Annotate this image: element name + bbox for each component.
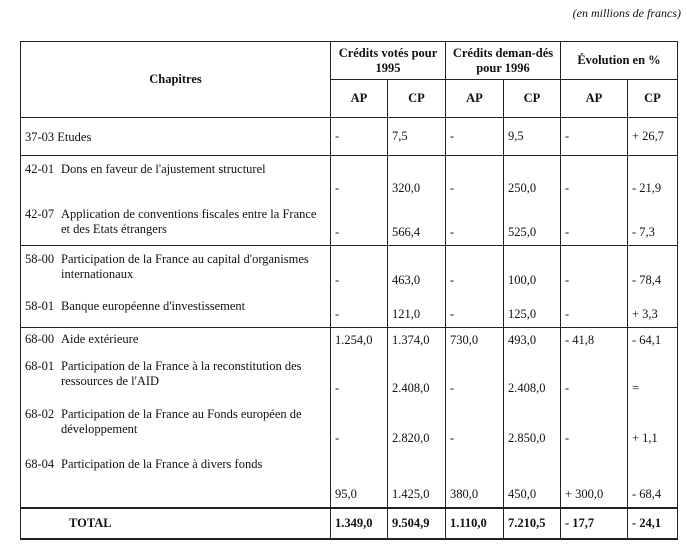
chapter-code: 68-02 bbox=[25, 406, 55, 421]
cell-value: 380,0 bbox=[446, 451, 504, 508]
cell-value: - bbox=[446, 156, 504, 201]
cell-value: - bbox=[331, 118, 388, 156]
row-label bbox=[21, 201, 331, 246]
row-label bbox=[21, 118, 331, 156]
chapter-label: Aide extérieure bbox=[61, 332, 139, 346]
cell-value: - bbox=[331, 293, 388, 328]
row-label bbox=[21, 353, 331, 401]
chapter-label: Participation de la France au Fonds européen de développement bbox=[61, 406, 302, 436]
table-row bbox=[21, 201, 678, 246]
chapter-code: 68-04 bbox=[25, 456, 55, 471]
cell-value: 2.408,0 bbox=[504, 353, 561, 401]
chapter-code: 58-00 bbox=[25, 252, 55, 266]
total-row bbox=[21, 508, 678, 539]
chapter-label: Participation de la France à divers fonds bbox=[61, 456, 263, 471]
cell-value: 1.254,0 bbox=[331, 328, 388, 353]
row-label bbox=[21, 156, 331, 201]
cell-value: - bbox=[561, 246, 628, 293]
cell-value: - bbox=[446, 293, 504, 328]
cell-value: - bbox=[446, 353, 504, 401]
chapter-code: 58-01 bbox=[25, 298, 55, 313]
total-value: 1.349,0 bbox=[331, 508, 388, 539]
row-label bbox=[21, 293, 331, 328]
cell-value: - bbox=[446, 401, 504, 451]
chapter-code: 37-03 bbox=[25, 130, 55, 144]
cell-value: - 68,4 bbox=[628, 451, 678, 508]
cell-value: 100,0 bbox=[504, 246, 561, 293]
total-value: 7.210,5 bbox=[504, 508, 561, 539]
header-cp: CP bbox=[388, 80, 446, 118]
cell-value: - 21,9 bbox=[628, 156, 678, 201]
cell-value: - bbox=[331, 401, 388, 451]
header-ap: AP bbox=[446, 80, 504, 118]
cell-value: 2.820,0 bbox=[388, 401, 446, 451]
budget-table bbox=[20, 41, 678, 540]
cell-value: 250,0 bbox=[504, 156, 561, 201]
chapter-label: Banque européenne d'investissement bbox=[61, 298, 246, 313]
table-row bbox=[21, 401, 678, 451]
header-credits-1996: Crédits deman-dés pour 1996 bbox=[446, 42, 561, 80]
header-cp: CP bbox=[628, 80, 678, 118]
header-ap: AP bbox=[331, 80, 388, 118]
cell-value: 9,5 bbox=[504, 118, 561, 156]
cell-value: - bbox=[561, 118, 628, 156]
cell-value: 450,0 bbox=[504, 451, 561, 508]
cell-value: - 78,4 bbox=[628, 246, 678, 293]
header-chapitres: Chapitres bbox=[21, 42, 331, 118]
cell-value: 2.408,0 bbox=[388, 353, 446, 401]
total-value: - 17,7 bbox=[561, 508, 628, 539]
cell-value: 95,0 bbox=[331, 451, 388, 508]
cell-value: 2.850,0 bbox=[504, 401, 561, 451]
cell-value: - bbox=[561, 353, 628, 401]
cell-value: - bbox=[446, 246, 504, 293]
header-evolution: Évolution en % bbox=[561, 42, 678, 80]
cell-value: - bbox=[561, 201, 628, 246]
cell-value: 493,0 bbox=[504, 328, 561, 353]
cell-value: + 3,3 bbox=[628, 293, 678, 328]
table-row bbox=[21, 293, 678, 328]
header-ap: AP bbox=[561, 80, 628, 118]
total-value: 9.504,9 bbox=[388, 508, 446, 539]
cell-value: - bbox=[561, 401, 628, 451]
cell-value: 730,0 bbox=[446, 328, 504, 353]
chapter-label: Participation de la France à la reconstitution des ressources de l'AID bbox=[61, 358, 302, 388]
row-label bbox=[21, 451, 331, 508]
cell-value: 320,0 bbox=[388, 156, 446, 201]
cell-value: 1.425,0 bbox=[388, 451, 446, 508]
cell-value: - bbox=[561, 293, 628, 328]
cell-value: + 300,0 bbox=[561, 451, 628, 508]
cell-value: 121,0 bbox=[388, 293, 446, 328]
cell-value: - 41,8 bbox=[561, 328, 628, 353]
table-row bbox=[21, 353, 678, 401]
table-row bbox=[21, 246, 678, 293]
cell-value: 463,0 bbox=[388, 246, 446, 293]
unit-note: (en millions de francs) bbox=[572, 6, 681, 20]
row-label bbox=[21, 401, 331, 451]
chapter-label: Application de conventions fiscales entre la France et des Etats étrangers bbox=[61, 206, 317, 236]
row-label bbox=[21, 328, 331, 353]
cell-value: 525,0 bbox=[504, 201, 561, 246]
table-row bbox=[21, 156, 678, 201]
chapter-code: 68-00 bbox=[25, 332, 55, 346]
cell-value: - bbox=[331, 353, 388, 401]
cell-value: - bbox=[331, 156, 388, 201]
chapter-code: 68-01 bbox=[25, 358, 55, 373]
chapter-label: Dons en faveur de l'ajustement structurel bbox=[61, 162, 266, 176]
chapter-label: Etudes bbox=[57, 130, 92, 144]
cell-value: - bbox=[331, 201, 388, 246]
table-row bbox=[21, 451, 678, 508]
header-credits-1995: Crédits votés pour 1995 bbox=[331, 42, 446, 80]
cell-value: 7,5 bbox=[388, 118, 446, 156]
total-label: TOTAL bbox=[21, 508, 331, 539]
cell-value: + 1,1 bbox=[628, 401, 678, 451]
header-cp: CP bbox=[504, 80, 561, 118]
cell-value: - bbox=[446, 201, 504, 246]
chapter-code: 42-07 bbox=[25, 206, 55, 221]
row-label bbox=[21, 246, 331, 293]
table-row bbox=[21, 328, 678, 353]
total-value: - 24,1 bbox=[628, 508, 678, 539]
table-row bbox=[21, 118, 678, 156]
cell-value: 1.374,0 bbox=[388, 328, 446, 353]
cell-value: - 64,1 bbox=[628, 328, 678, 353]
cell-value: = bbox=[628, 353, 678, 401]
chapter-code: 42-01 bbox=[25, 162, 55, 176]
cell-value: 566,4 bbox=[388, 201, 446, 246]
cell-value: 125,0 bbox=[504, 293, 561, 328]
cell-value: + 26,7 bbox=[628, 118, 678, 156]
chapter-label: Participation de la France au capital d'organismes internationaux bbox=[61, 252, 309, 281]
cell-value: - 7,3 bbox=[628, 201, 678, 246]
total-value: 1.110,0 bbox=[446, 508, 504, 539]
cell-value: - bbox=[446, 118, 504, 156]
cell-value: - bbox=[561, 156, 628, 201]
cell-value: - bbox=[331, 246, 388, 293]
